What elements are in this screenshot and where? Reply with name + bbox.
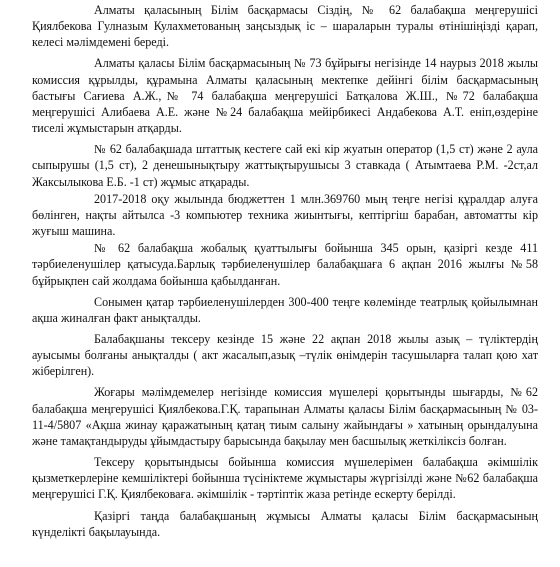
paragraph-conclusion: Жоғары мәлімдемелер негізінде комиссия мүшелері қорытынды шығарды, №62 балабақша меңгерушісі Қиялбекова.Г.Қ. тарапынан Алматы қаласы Білім басқармасының № 03-11-4/5807 «Ақша жинау қаражатының қатаң тиым салыну жайындағы » хатының орындалуына және тамақтандыруды ұйымдастыру барысында бақылау мен басшылық жеткіліксіз болған. bbox=[32, 385, 538, 448]
paragraph-staffing: № 62 балабақшада штаттық кестеге сай екі кір жуатын оператор (1,5 ст) және 2 аула сыпырушы (1,5 ст), 2 денешынықтыру жаттықтырушысы 3 ставкада ( Атымтаева Р.М. -2ст,ал Жаксылыкова Е.Б. -1 ст) жұмыс атқарады. bbox=[32, 142, 538, 189]
paragraph-capacity: № 62 балабақша жобалық қуаттылығы бойынша 345 орын, қазіргі кезде 411 тәрбиеленушілер қатысуда.Барлық тәрбиеленушілер балабақшаға 6 ақпан 2016 жылғы №58 бұйрықпен сай жолдама бойынша қабылданған. bbox=[32, 241, 538, 288]
paragraph-budget: 2017-2018 оқу жылында бюджеттен 1 млн.369760 мың теңге негізі құралдар алуға бөлінген, нақты айтылса -3 компьютер техника жиынтығы, кептіргіш барабан, автоматты кір жуғыш машина. bbox=[32, 191, 538, 239]
paragraph-inspection: Балабақшаны тексеру кезінде 15 және 22 ақпан 2018 жылы азық – түліктердің ауысымы болғаны анықталды ( акт жасалып,азық –түлік өнімдерін тасушыларға талап қою хат жіберілген). bbox=[32, 331, 538, 379]
paragraph-current-status: Қазіргі таңда балабақшаның жұмысы Алматы қаласы Білім басқармасының күнделікті бақылауында. bbox=[32, 508, 538, 539]
paragraph-commission: Алматы қаласы Білім басқармасының № 73 бұйрығы негізінде 14 наурыз 2018 жылы комиссия құрылды, құрамына Алматы қаласының мектепке дейінгі білім басқармасының бастығы Сағиева А.Ж.,№ 74 балабақша меңгерушісі Батқалова Ж.Ш., №72 балабақша меңгерушісі Алибаева А.Е. және №24 балабақша мейірбикесі Андабекова А.Т. еніп,өздеріне тиселі жұмыстарын атқарды. bbox=[32, 56, 538, 136]
paragraph-theater-fees: Сонымен қатар тәрбиеленушілерден 300-400 теңге көлемінде театрлық қойылымнан ақша жиналған факт анықталды. bbox=[32, 294, 538, 325]
letter-body bbox=[32, 2, 538, 545]
paragraph-measures: Тексеру қорытындысы бойынша комиссия мүшелерімен балабақша әкімшілік қызметкерлеріне кемшіліктері бойынша түсініктеме жұмыстары жүргізілді және №62 балабақша меңгерушісі Г.Қ. Қиялбековаға. әкімшілік - тәртіптік жаза ретінде ескерту берілді. bbox=[32, 455, 538, 502]
paragraph-intro: Алматы қаласының Білім басқармасы Сіздің, № 62 балабақша меңгерушісі Қиялбекова Гулназым Кулахметованың заңсыздық іс – шараларын туралы өтінішіңізді қарап, келесі мәлімдемені береді. bbox=[32, 3, 538, 50]
